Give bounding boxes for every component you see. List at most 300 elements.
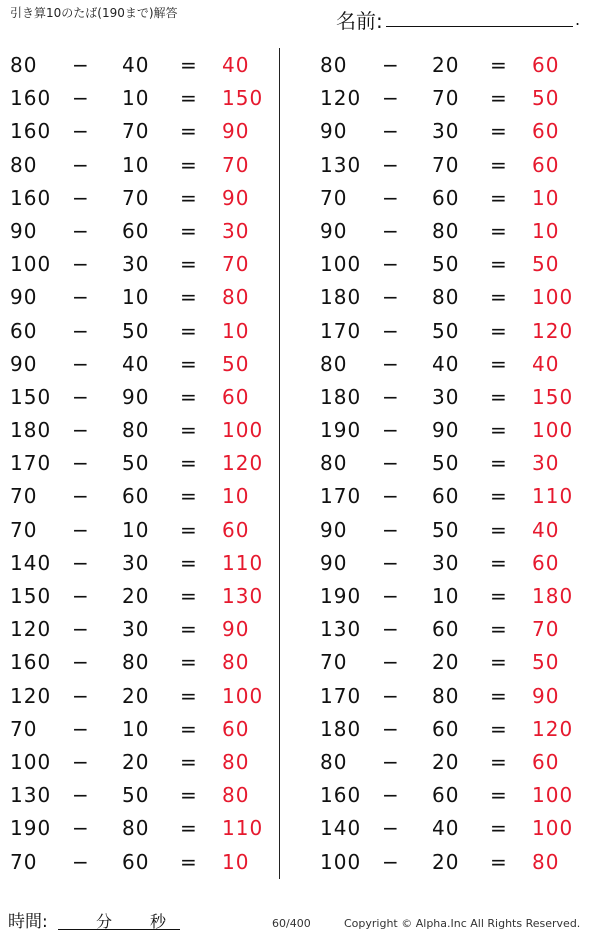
problem-row (310, 446, 600, 479)
equals-sign: = (490, 218, 508, 243)
subtrahend: 30 (122, 252, 150, 277)
subtrahend: 50 (432, 252, 460, 277)
problem-row (310, 413, 600, 446)
answer: 10 (532, 218, 560, 243)
subtrahend: 20 (432, 849, 460, 874)
minus-sign: − (382, 384, 400, 409)
problem-row (310, 148, 600, 181)
minuend: 90 (320, 119, 348, 144)
equals-sign: = (180, 53, 198, 77)
minus-sign: − (72, 152, 90, 177)
subtrahend: 30 (432, 119, 460, 144)
problem-row (310, 712, 600, 745)
minuend: 160 (10, 86, 52, 111)
minus-sign: − (382, 53, 400, 77)
minus-sign: − (72, 517, 90, 542)
problem-row (310, 247, 600, 280)
subtrahend: 40 (122, 53, 150, 77)
problem-row (310, 181, 600, 214)
answer: 60 (532, 53, 560, 77)
equals-sign: = (490, 53, 508, 77)
problems-left-column (0, 48, 290, 878)
answer: 40 (532, 517, 560, 542)
problem-row (310, 81, 600, 114)
problem-row (310, 778, 600, 811)
minus-sign: − (382, 351, 400, 376)
answer: 80 (222, 650, 250, 675)
equals-sign: = (490, 285, 508, 310)
minuend: 140 (320, 816, 362, 841)
minuend: 180 (320, 716, 362, 741)
subtrahend: 50 (122, 783, 150, 808)
problem-row (0, 446, 290, 479)
minuend: 80 (10, 53, 38, 77)
subtrahend: 40 (432, 351, 460, 376)
equals-sign: = (180, 749, 198, 774)
minuend: 100 (320, 849, 362, 874)
minuend: 170 (320, 484, 362, 509)
minus-sign: − (72, 683, 90, 708)
minus-sign: − (382, 749, 400, 774)
equals-sign: = (180, 351, 198, 376)
subtrahend: 80 (432, 285, 460, 310)
problem-row (310, 679, 600, 712)
answer: 120 (532, 318, 574, 343)
subtrahend: 20 (122, 584, 150, 608)
subtrahend: 50 (122, 318, 150, 343)
minus-sign: − (72, 119, 90, 144)
equals-sign: = (180, 584, 198, 608)
subtrahend: 20 (432, 53, 460, 77)
equals-sign: = (180, 617, 198, 642)
problem-row (310, 811, 600, 844)
minuend: 70 (10, 849, 38, 874)
subtrahend: 10 (122, 152, 150, 177)
subtrahend: 20 (432, 650, 460, 675)
answer: 90 (222, 119, 250, 144)
answer: 60 (532, 119, 560, 144)
minus-sign: − (72, 252, 90, 277)
equals-sign: = (490, 783, 508, 808)
subtrahend: 30 (432, 384, 460, 409)
answer: 150 (532, 384, 574, 409)
problem-row (0, 845, 290, 878)
equals-sign: = (490, 384, 508, 409)
equals-sign: = (490, 584, 508, 608)
minus-sign: − (382, 152, 400, 177)
answer: 100 (532, 816, 574, 841)
equals-sign: = (490, 119, 508, 144)
answer: 80 (532, 849, 560, 874)
problems-right-column (310, 48, 600, 878)
minuend: 80 (320, 749, 348, 774)
answer: 60 (532, 749, 560, 774)
minuend: 120 (320, 86, 362, 111)
minus-sign: − (382, 650, 400, 675)
minuend: 100 (10, 252, 52, 277)
equals-sign: = (490, 716, 508, 741)
equals-sign: = (180, 517, 198, 542)
minus-sign: − (382, 816, 400, 841)
minuend: 90 (320, 550, 348, 575)
minus-sign: − (72, 185, 90, 210)
seconds-label: 秒 (150, 912, 167, 931)
answer: 100 (222, 683, 264, 708)
answer: 130 (222, 584, 264, 608)
minus-sign: − (382, 119, 400, 144)
equals-sign: = (180, 185, 198, 210)
minuend: 190 (10, 816, 52, 841)
minuend: 100 (320, 252, 362, 277)
answer: 40 (222, 53, 250, 77)
subtrahend: 90 (122, 384, 150, 409)
equals-sign: = (490, 749, 508, 774)
subtrahend: 60 (432, 484, 460, 509)
minuend: 160 (10, 119, 52, 144)
minus-sign: − (72, 384, 90, 409)
problem-row (0, 280, 290, 313)
minus-sign: − (72, 650, 90, 675)
minuend: 90 (10, 218, 38, 243)
equals-sign: = (180, 418, 198, 443)
answer: 110 (222, 816, 264, 841)
equals-sign: = (180, 683, 198, 708)
copyright: Copyright © Alpha.Inc All Rights Reserved. (344, 917, 581, 930)
problem-row (310, 513, 600, 546)
equals-sign: = (490, 418, 508, 443)
problem-row (310, 347, 600, 380)
minuend: 140 (10, 550, 52, 575)
answer: 50 (532, 650, 560, 675)
minuend: 170 (10, 451, 52, 476)
minuend: 80 (10, 152, 38, 177)
equals-sign: = (490, 650, 508, 675)
answer: 40 (532, 351, 560, 376)
name-end-dot: . (575, 10, 581, 29)
equals-sign: = (490, 451, 508, 476)
answer: 100 (222, 418, 264, 443)
equals-sign: = (490, 318, 508, 343)
minus-sign: − (72, 451, 90, 476)
minuend: 130 (320, 152, 362, 177)
answer: 60 (532, 152, 560, 177)
equals-sign: = (180, 152, 198, 177)
problem-row (310, 48, 600, 81)
minus-sign: − (382, 86, 400, 111)
problem-row (0, 114, 290, 147)
minuend: 180 (320, 384, 362, 409)
minuend: 180 (320, 285, 362, 310)
subtrahend: 60 (432, 783, 460, 808)
minus-sign: − (72, 218, 90, 243)
problem-row (0, 712, 290, 745)
subtrahend: 40 (432, 816, 460, 841)
minus-sign: − (72, 484, 90, 509)
equals-sign: = (180, 550, 198, 575)
minuend: 70 (320, 650, 348, 675)
minus-sign: − (72, 351, 90, 376)
answer: 110 (222, 550, 264, 575)
equals-sign: = (180, 252, 198, 277)
answer: 50 (532, 252, 560, 277)
answer: 70 (222, 152, 250, 177)
name-field (386, 26, 573, 27)
answer: 60 (222, 716, 250, 741)
answer: 10 (222, 484, 250, 509)
problem-row (0, 380, 290, 413)
problem-row (0, 811, 290, 844)
equals-sign: = (490, 252, 508, 277)
minuend: 170 (320, 683, 362, 708)
subtrahend: 80 (432, 683, 460, 708)
minuend: 120 (10, 617, 52, 642)
minuend: 70 (10, 716, 38, 741)
answer: 100 (532, 285, 574, 310)
minus-sign: − (382, 617, 400, 642)
minuend: 160 (10, 650, 52, 675)
subtrahend: 60 (432, 716, 460, 741)
problem-row (310, 114, 600, 147)
subtrahend: 90 (432, 418, 460, 443)
equals-sign: = (490, 617, 508, 642)
subtrahend: 30 (432, 550, 460, 575)
answer: 10 (222, 849, 250, 874)
minuend: 80 (320, 53, 348, 77)
minuend: 190 (320, 584, 362, 608)
minuend: 90 (320, 218, 348, 243)
minus-sign: − (382, 418, 400, 443)
minus-sign: − (382, 218, 400, 243)
minuend: 80 (320, 351, 348, 376)
minuend: 80 (320, 451, 348, 476)
answer: 70 (532, 617, 560, 642)
equals-sign: = (490, 484, 508, 509)
page-number: 60/400 (272, 917, 311, 930)
problem-row (310, 546, 600, 579)
minus-sign: − (72, 617, 90, 642)
equals-sign: = (490, 683, 508, 708)
problem-row (310, 280, 600, 313)
minuend: 90 (10, 351, 38, 376)
answer: 150 (222, 86, 264, 111)
problem-row (0, 181, 290, 214)
minus-sign: − (72, 584, 90, 608)
problem-row (0, 513, 290, 546)
minus-sign: − (72, 285, 90, 310)
subtrahend: 60 (122, 218, 150, 243)
minus-sign: − (72, 816, 90, 841)
problem-row (0, 214, 290, 247)
answer: 10 (532, 185, 560, 210)
minus-sign: − (382, 285, 400, 310)
problem-row (310, 845, 600, 878)
problem-row (0, 778, 290, 811)
subtrahend: 60 (432, 185, 460, 210)
minutes-label: 分 (96, 912, 113, 931)
minus-sign: − (72, 849, 90, 874)
problem-row (0, 579, 290, 612)
problem-row (310, 579, 600, 612)
answer: 10 (222, 318, 250, 343)
answer: 90 (222, 617, 250, 642)
minuend: 100 (10, 749, 52, 774)
subtrahend: 20 (432, 749, 460, 774)
minuend: 70 (320, 185, 348, 210)
minus-sign: − (382, 517, 400, 542)
problem-row (310, 479, 600, 512)
equals-sign: = (490, 86, 508, 111)
minus-sign: − (72, 749, 90, 774)
minuend: 170 (320, 318, 362, 343)
answer: 180 (532, 584, 574, 608)
problem-row (0, 612, 290, 645)
equals-sign: = (490, 185, 508, 210)
equals-sign: = (180, 451, 198, 476)
minus-sign: − (72, 550, 90, 575)
problem-row (0, 413, 290, 446)
minus-sign: − (382, 185, 400, 210)
answer: 50 (532, 86, 560, 111)
answer: 70 (222, 252, 250, 277)
equals-sign: = (490, 517, 508, 542)
name-label: 名前: (336, 9, 383, 33)
minus-sign: − (72, 783, 90, 808)
equals-sign: = (180, 285, 198, 310)
minus-sign: − (382, 849, 400, 874)
answer: 80 (222, 749, 250, 774)
minuend: 180 (10, 418, 52, 443)
answer: 110 (532, 484, 574, 509)
problem-row (0, 247, 290, 280)
minus-sign: − (72, 716, 90, 741)
answer: 80 (222, 783, 250, 808)
equals-sign: = (180, 650, 198, 675)
answer: 80 (222, 285, 250, 310)
problem-row (0, 347, 290, 380)
minus-sign: − (382, 484, 400, 509)
minuend: 130 (320, 617, 362, 642)
minus-sign: − (382, 451, 400, 476)
problem-row (0, 745, 290, 778)
minuend: 90 (320, 517, 348, 542)
answer: 120 (222, 451, 264, 476)
minuend: 60 (10, 318, 38, 343)
answer: 90 (532, 683, 560, 708)
worksheet-title: 引き算10のたば(190まで)解答 (10, 6, 178, 20)
subtrahend: 70 (432, 152, 460, 177)
subtrahend: 70 (122, 119, 150, 144)
column-divider (279, 48, 280, 879)
minuend: 190 (320, 418, 362, 443)
equals-sign: = (180, 318, 198, 343)
problem-row (310, 745, 600, 778)
subtrahend: 50 (432, 451, 460, 476)
subtrahend: 70 (432, 86, 460, 111)
equals-sign: = (180, 86, 198, 111)
problem-row (0, 81, 290, 114)
problem-row (0, 546, 290, 579)
subtrahend: 30 (122, 617, 150, 642)
problem-row (0, 314, 290, 347)
equals-sign: = (180, 384, 198, 409)
subtrahend: 80 (122, 816, 150, 841)
equals-sign: = (490, 550, 508, 575)
answer: 60 (222, 384, 250, 409)
subtrahend: 10 (432, 584, 460, 608)
problem-row (310, 645, 600, 678)
minuend: 70 (10, 517, 38, 542)
minus-sign: − (382, 252, 400, 277)
answer: 60 (222, 517, 250, 542)
subtrahend: 10 (122, 517, 150, 542)
answer: 90 (222, 185, 250, 210)
equals-sign: = (490, 351, 508, 376)
minus-sign: − (72, 418, 90, 443)
problem-row (310, 214, 600, 247)
minuend: 150 (10, 584, 52, 608)
subtrahend: 10 (122, 716, 150, 741)
answer: 30 (222, 218, 250, 243)
minus-sign: − (382, 550, 400, 575)
subtrahend: 40 (122, 351, 150, 376)
subtrahend: 50 (432, 517, 460, 542)
problem-row (0, 479, 290, 512)
minus-sign: − (382, 716, 400, 741)
subtrahend: 60 (122, 484, 150, 509)
minuend: 160 (10, 185, 52, 210)
problem-row (310, 612, 600, 645)
minuend: 90 (10, 285, 38, 310)
minuend: 150 (10, 384, 52, 409)
minus-sign: − (382, 584, 400, 608)
equals-sign: = (490, 152, 508, 177)
subtrahend: 50 (122, 451, 150, 476)
answer: 100 (532, 418, 574, 443)
subtrahend: 10 (122, 86, 150, 111)
minus-sign: − (382, 783, 400, 808)
problem-row (0, 48, 290, 81)
minus-sign: − (72, 53, 90, 77)
subtrahend: 70 (122, 185, 150, 210)
answer: 60 (532, 550, 560, 575)
minus-sign: − (382, 683, 400, 708)
subtrahend: 60 (122, 849, 150, 874)
equals-sign: = (180, 716, 198, 741)
equals-sign: = (180, 484, 198, 509)
subtrahend: 60 (432, 617, 460, 642)
subtrahend: 20 (122, 749, 150, 774)
problem-row (310, 380, 600, 413)
minus-sign: − (382, 318, 400, 343)
equals-sign: = (180, 119, 198, 144)
minuend: 70 (10, 484, 38, 509)
answer: 30 (532, 451, 560, 476)
equals-sign: = (490, 849, 508, 874)
equals-sign: = (490, 816, 508, 841)
minuend: 120 (10, 683, 52, 708)
equals-sign: = (180, 783, 198, 808)
equals-sign: = (180, 816, 198, 841)
subtrahend: 80 (432, 218, 460, 243)
answer: 120 (532, 716, 574, 741)
subtrahend: 10 (122, 285, 150, 310)
problem-row (0, 148, 290, 181)
problem-row (310, 314, 600, 347)
subtrahend: 80 (122, 418, 150, 443)
minuend: 130 (10, 783, 52, 808)
equals-sign: = (180, 849, 198, 874)
subtrahend: 30 (122, 550, 150, 575)
